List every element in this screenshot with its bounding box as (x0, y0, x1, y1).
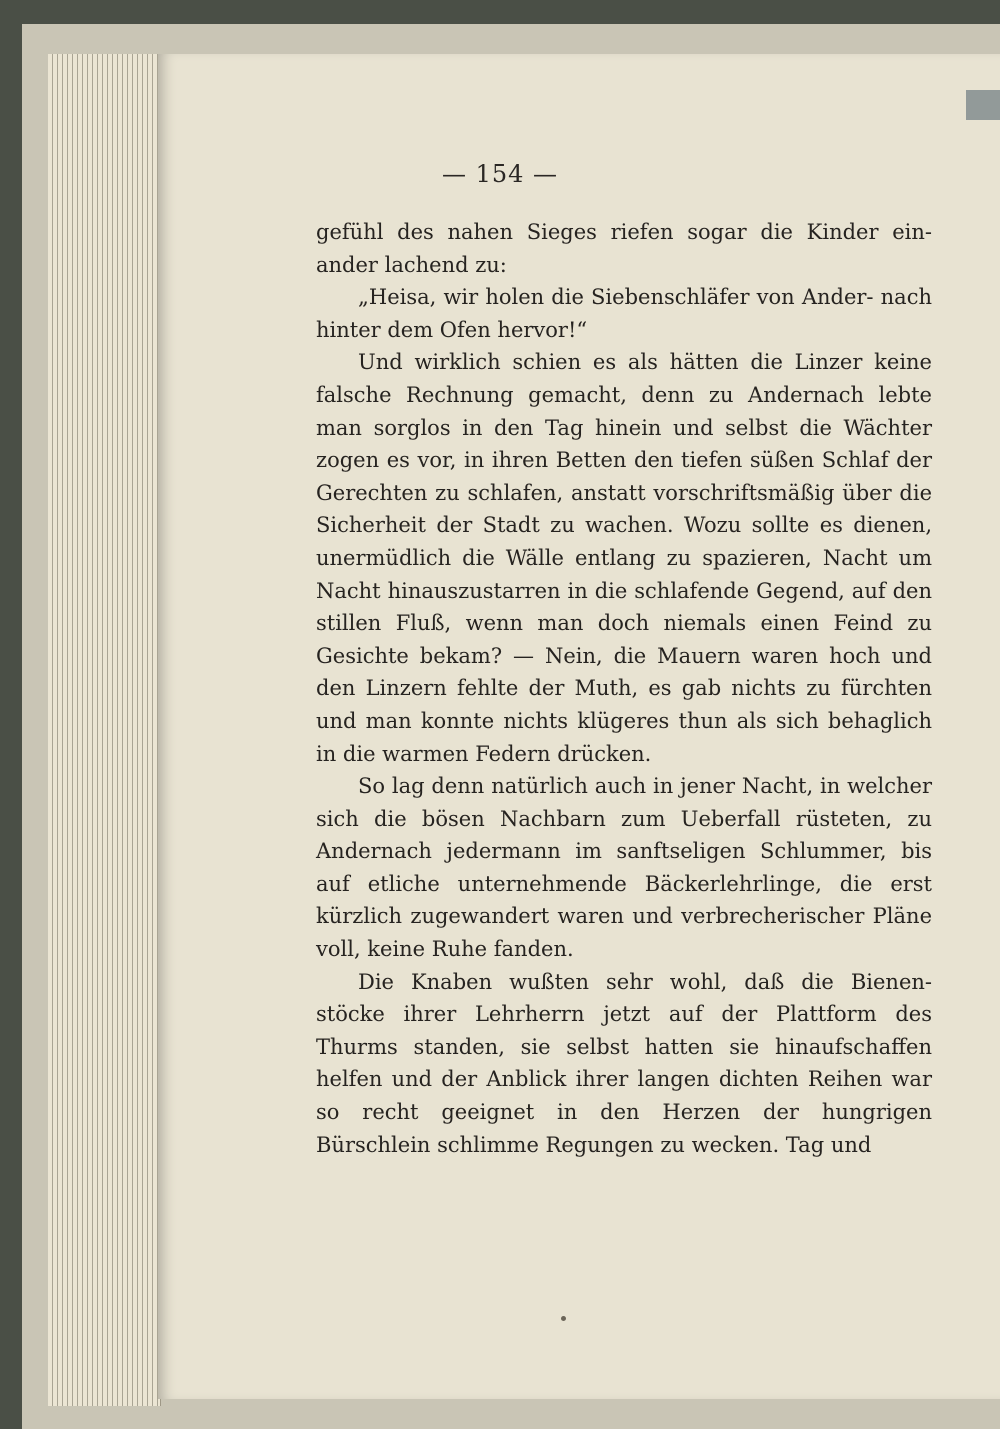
paragraph-4: So lag denn natürlich auch in jener Nacht, in welcher sich die bösen Nachbarn zum Ueberfall rüsteten, zu Andernach jedermann im sanftseligen Schlummer, bis auf etliche unternehmende Bäckerlehrlinge, die erst kürzlich zugewandert waren und verbrecherischer Pläne voll, keine Ruhe fanden. (316, 774, 932, 962)
paragraph-3: Und wirklich schien es als hätten die Linzer keine falsche Rechnung gemacht, denn zu Andernach lebte man sorglos in den Tag hinein und selbst die Wächter zogen es vor, in ihren Betten den tiefen süßen Schlaf der Gerechten zu schlafen, anstatt vorschriftsmäßig über die Sicherheit der Stadt zu wachen. Wozu sollte es dienen, unermüdlich die Wälle entlang zu spazieren, Nacht um Nacht hinauszustarren in die schlafende Gegend, auf den stillen Fluß, wenn man doch niemals einen Feind zu Gesichte bekam? — Nein, die Mauern waren hoch und den Linzern fehlte der Muth, es gab nichts zu fürchten und man konnte nichts klügeres thun als sich behaglich in die warmen Federn drücken. (316, 350, 932, 766)
paragraph-2: „Heisa, wir holen die Siebenschläfer von Ander- nach hinter dem Ofen hervor!“ (316, 285, 932, 342)
page-edges (48, 54, 161, 1406)
paper-speck (561, 1316, 566, 1321)
spine-strip (966, 90, 1000, 120)
page-number: — 154 — (441, 160, 559, 188)
paragraph-5: Die Knaben wußten sehr wohl, daß die Bienen- stöcke ihrer Lehrherrn jetzt auf der Plattform des Thurms standen, sie selbst hatten sie hinaufschaffen helfen und der Anblick ihrer langen dichten Reihen war so recht geeignet in den Herzen der hungrigen Bürschlein schlimme Regungen zu wecken. Tag und (316, 969, 932, 1157)
body-text (316, 216, 932, 1161)
paragraph-1: gefühl des nahen Sieges riefen sogar die Kinder ein- ander lachend zu: (316, 220, 932, 277)
